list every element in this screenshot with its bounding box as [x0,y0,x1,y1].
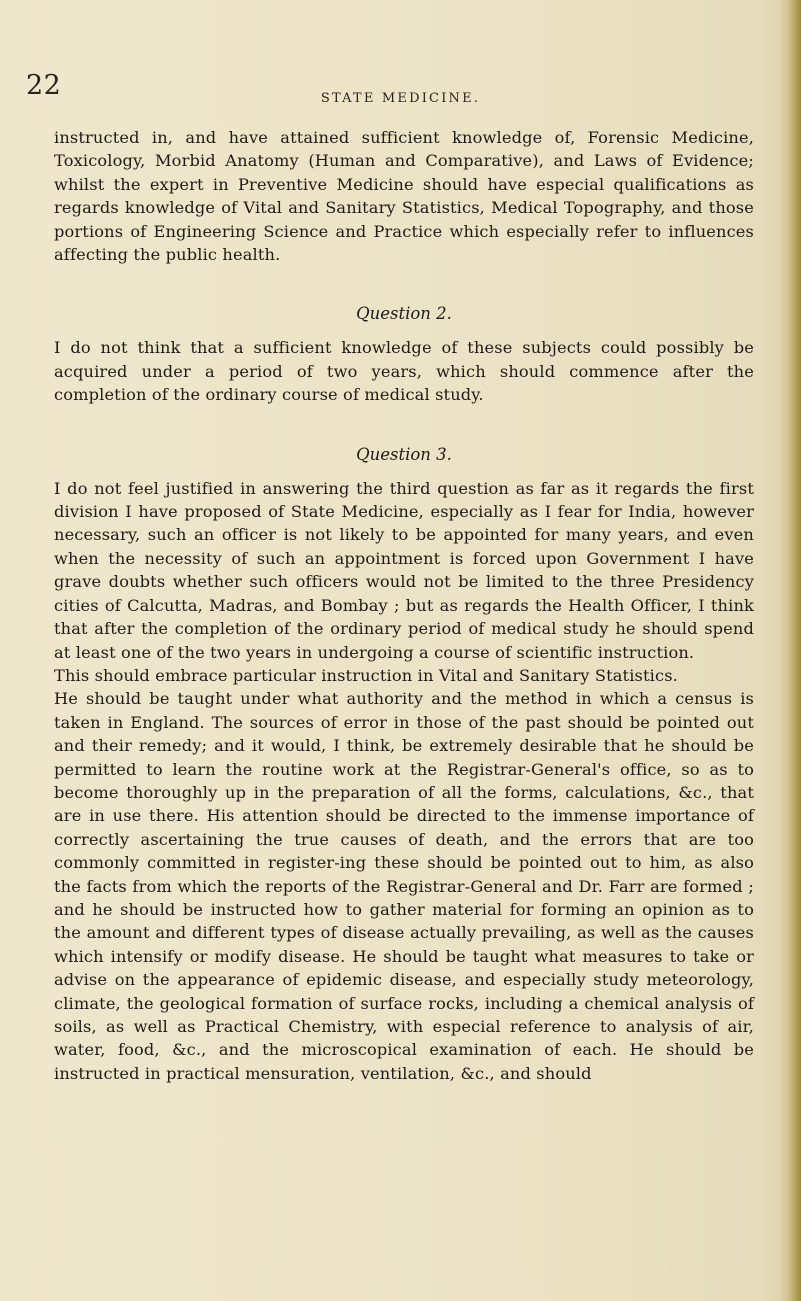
question-3-answer-part-1: I do not feel justified in answering the third question as far as it regards the first division I have proposed of State Medicine, especially as I fear for India, however necessary, such an officer is not likely to be appointed for many years, and even when the necessity of such an appointment is forced upon Government I have grave doubts whether such officers would not be limited to the three Presidency cities of Calcutta, Madras, and Bombay ; but as regards the Health Officer, I think that after the completion of the ordinary period of medical study he should spend at least one of the two years in undergoing a course of scientific instruction. [54,478,754,662]
question-3-heading: Question 3. [356,444,452,464]
question-3-answer-part-3: He should be taught under what authority and the method in which a census is taken in England. The sources of error in those of the past should be pointed out and their remedy; and it would, I think, be extremely desirable that he should be permitted to learn the routine work at the Registrar-General's office, so as to become thoroughly up in the preparation of all the forms, calculations, &c., that are in use there. His attention should be directed to the immense importance of correctly ascertaining the true causes of death, and the errors that are too commonly committed in register-ing these should be pointed out to him, as also the facts from which the reports of the Registrar-General and Dr. Farr are formed ; and he should be instructed how to gather material for forming an opinion as to the amount and different types of disease actually prevailing, as well as the causes which intensify or modify disease. He should be taught what measures to take or advise on the appearance of epidemic disease, and especially study meteorology, climate, the geological formation of surface rocks, including a chemical analysis of soils, as well as Practical Chemistry, with especial reference to analysis of air, water, food, &c., and the microscopical examination of each. He should be instructed in practical mensuration, ventilation, &c., and should [54,689,754,1083]
question-2-heading: Question 2. [356,304,452,324]
running-head: STATE MEDICINE. [320,91,481,106]
question-3-answer-part-2: This should embrace particular instruction in Vital and Sanitary Statistics. [54,665,678,685]
page-number: 22 [26,70,62,101]
body-text [54,126,754,1085]
page-edge-shadow [779,0,801,1301]
question-2-answer: I do not think that a sufficient knowledge of these subjects could possibly be acquired under a period of two years, which should commence after the completion of the ordinary course of medical study. [54,338,754,405]
paragraph-continued: instructed in, and have attained sufficient knowledge of, Forensic Medicine, Toxicology, Morbid Anatomy (Human and Comparative), and Laws of Evidence; whilst the expert in Preventive Medicine should have especial qualifications as regards knowledge of Vital and Sanitary Statistics, Medical Topography, and those portions of Engineering Science and Practice which especially refer to influences affecting the public health. [54,128,754,265]
